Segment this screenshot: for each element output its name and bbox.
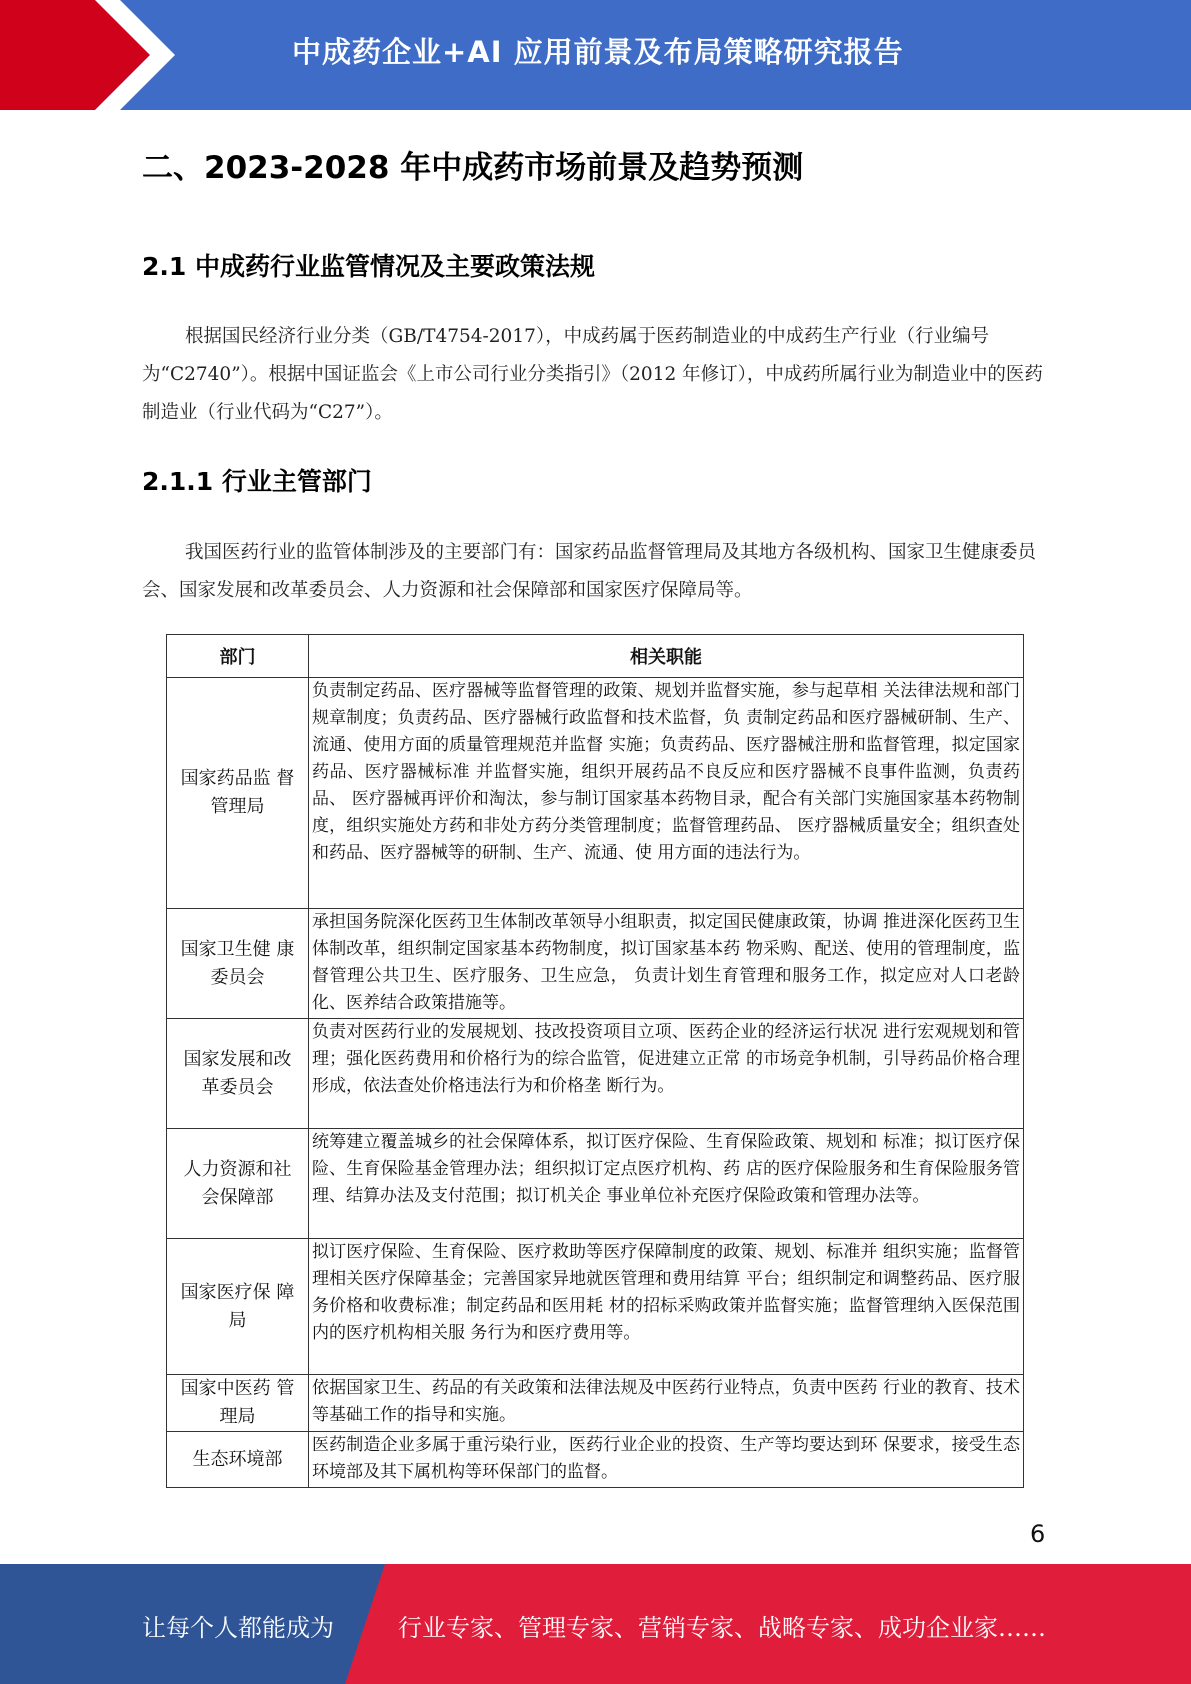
- functions-cell: 医药制造企业多属于重污染行业，医药行业企业的投资、生产等均要达到环 保要求，接受生态环境部及其下属机构等环保部门的监督。: [309, 1432, 1024, 1488]
- department-cell: 国家卫生健 康委员会: [167, 909, 309, 1019]
- department-cell: 人力资源和社会保障部: [167, 1129, 309, 1239]
- column-header-department: 部门: [167, 635, 309, 678]
- body-paragraph: 根据国民经济行业分类（GB/T4754-2017），中成药属于医药制造业的中成药生产行业（行业编号为“C2740”）。根据中国证监会《上市公司行业分类指引》（2012 年修订），中成药所属行业为制造业中的医药制造业（行业代码为“C27”）。: [142, 326, 1043, 423]
- department-cell: 国家中医药 管理局: [167, 1375, 309, 1432]
- functions-cell: 统筹建立覆盖城乡的社会保障体系，拟订医疗保险、生育保险政策、规划和 标准；拟订医疗保险、生育保险基金管理办法；组织拟订定点医疗机构、药 店的医疗保险服务和生育保险服务管理、结算办法及支付范围；拟订机关企 事业单位补充医疗保险政策和管理办法等。: [309, 1129, 1024, 1239]
- page-footer-band: [0, 1564, 1191, 1684]
- section-heading: 二、2023-2028 年中成药市场前景及趋势预测: [142, 150, 804, 186]
- table-header-row: [167, 635, 1024, 678]
- department-cell: 生态环境部: [167, 1432, 309, 1488]
- department-cell: 国家医疗保 障局: [167, 1239, 309, 1375]
- body-paragraph: 我国医药行业的监管体制涉及的主要部门有：国家药品监督管理局及其地方各级机构、国家卫生健康委员会、国家发展和改革委员会、人力资源和社会保障部和国家医疗保障局等。: [142, 542, 1037, 601]
- table-row: [167, 678, 1024, 909]
- department-cell: 国家发展和改革委员会: [167, 1019, 309, 1129]
- subsubsection-heading: 2.1.1 行业主管部门: [142, 467, 372, 496]
- column-header-functions: 相关职能: [309, 635, 1024, 678]
- page-number: 6: [1030, 1520, 1046, 1548]
- functions-cell: 负责制定药品、医疗器械等监督管理的政策、规划并监督实施，参与起草相 关法律法规和部门规章制度；负责药品、医疗器械行政监督和技术监督，负 责制定药品和医疗器械研制、生产、流通、使用方面的质量管理规范并监督 实施；负责药品、医疗器械注册和监督管理，拟定国家药品、医疗器械标准 并监督实施，组织开展药品不良反应和医疗器械不良事件监测，负责药品、 医疗器械再评价和淘汰，参与制订国家基本药物目录，配合有关部门实施国家基本药物制度，组织实施处方药和非处方药分类管理制度；监督管理药品、 医疗器械质量安全；组织查处和药品、医疗器械等的研制、生产、流通、使 用方面的违法行为。: [309, 678, 1024, 909]
- footer-slogan-right: 行业专家、管理专家、营销专家、战略专家、成功企业家……: [398, 1614, 1046, 1642]
- table-row: [167, 909, 1024, 1019]
- table-row: [167, 1129, 1024, 1239]
- regulatory-departments-table: [166, 634, 1024, 1488]
- subsection-heading: 2.1 中成药行业监管情况及主要政策法规: [142, 252, 595, 281]
- table-row: [167, 1375, 1024, 1432]
- report-title: 中成药企业+AI 应用前景及布局策略研究报告: [292, 35, 904, 69]
- page-header-band: [0, 0, 1191, 110]
- table-row: [167, 1239, 1024, 1375]
- footer-slogan-left: 让每个人都能成为: [142, 1614, 334, 1642]
- department-cell: 国家药品监 督管理局: [167, 678, 309, 909]
- table-row: [167, 1432, 1024, 1488]
- functions-cell: 依据国家卫生、药品的有关政策和法律法规及中医药行业特点，负责中医药 行业的教育、技术等基础工作的指导和实施。: [309, 1375, 1024, 1432]
- functions-cell: 承担国务院深化医药卫生体制改革领导小组职责，拟定国民健康政策，协调 推进深化医药卫生体制改革，组织制定国家基本药物制度，拟订国家基本药 物采购、配送、使用的管理制度，监督管理公共卫生、医疗服务、卫生应急， 负责计划生育管理和服务工作，拟定应对人口老龄化、医养结合政策措施等。: [309, 909, 1024, 1019]
- table-row: [167, 1019, 1024, 1129]
- functions-cell: 负责对医药行业的发展规划、技改投资项目立项、医药企业的经济运行状况 进行宏观规划和管理；强化医药费用和价格行为的综合监管，促进建立正常 的市场竞争机制，引导药品价格合理形成，依法查处价格违法行为和价格垄 断行为。: [309, 1019, 1024, 1129]
- functions-cell: 拟订医疗保险、生育保险、医疗救助等医疗保障制度的政策、规划、标准并 组织实施；监督管理相关医疗保障基金；完善国家异地就医管理和费用结算 平台；组织制定和调整药品、医疗服务价格和收费标准；制定药品和医用耗 材的招标采购政策并监督实施；监督管理纳入医保范围内的医疗机构相关服 务行为和医疗费用等。: [309, 1239, 1024, 1375]
